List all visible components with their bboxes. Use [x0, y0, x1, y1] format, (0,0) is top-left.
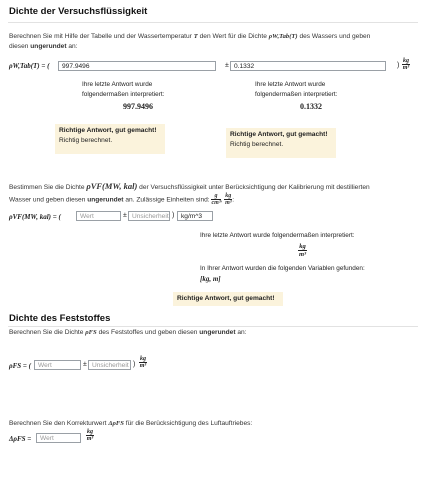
s4-intro-text2: für die Berücksichtigung des Luftauftriebes:	[125, 420, 253, 427]
s1-close-paren: )	[397, 62, 400, 69]
s1-intro-text3: des Wassers und geben	[299, 33, 371, 40]
s3-intro-text: Berechnen Sie die Dichte	[9, 329, 84, 336]
s1-intro-text5: an:	[68, 43, 78, 50]
s4-intro-text: Berechnen Sie den Korrekturwert	[9, 420, 107, 427]
s2-density-symbol: ρVF(MW, kal)	[86, 181, 138, 191]
interp-label: Ihre letzte Antwort wurde folgendermaßen interpretiert:	[200, 232, 355, 239]
interp-value: 997.9496	[123, 102, 153, 111]
unit-numerator: g	[211, 193, 220, 200]
s2-equation-label: ρVF(MW, kal) = (	[9, 213, 61, 221]
unit-numerator: kg	[299, 243, 306, 250]
unit-denominator: cm³	[211, 200, 221, 206]
s2-feedback	[173, 292, 283, 306]
s2-unit-input[interactable]: kg/m^3	[177, 211, 213, 221]
section-title-fluid-density: Dichte der Versuchsflüssigkeit	[9, 6, 148, 17]
s3-equation-label: ρFS = (	[9, 362, 31, 370]
s2-unit-option-2	[224, 193, 232, 206]
s1-plusminus: ±	[225, 62, 229, 69]
s4-unit	[86, 429, 94, 442]
divider	[8, 22, 418, 23]
interp-label: Ihre letzte Antwort wurde folgendermaßen interpretiert:	[255, 81, 338, 98]
unit-numerator: kg	[87, 429, 93, 435]
s1-intro-text: Berechnen Sie mit Hilfe der Tabelle und der Wassertemperatur	[9, 33, 192, 40]
s1-unit	[402, 58, 410, 71]
unit-numerator: kg	[403, 58, 409, 64]
s3-plusminus: ±	[83, 361, 87, 368]
s2-close-paren: )	[172, 212, 175, 219]
interp-unit	[298, 243, 307, 258]
unit-denominator: m³	[86, 436, 94, 442]
feedback-title: Richtige Antwort, gut gemacht!	[59, 127, 157, 134]
s1-value-input[interactable]: 997.9496	[58, 61, 216, 71]
s4-intro	[9, 419, 419, 429]
s3-value-input[interactable]: Wert	[34, 360, 81, 370]
section-title-solid-density: Dichte des Feststoffes	[9, 313, 111, 324]
s1-feedback-value	[55, 124, 165, 154]
s1-density-symbol: ρW,Tab(T)	[268, 33, 298, 40]
s3-intro-emph: ungerundet	[199, 329, 236, 336]
s1-uncertainty-input[interactable]: 0.1332	[230, 61, 386, 71]
feedback-text: Richtig berechnet.	[230, 141, 284, 148]
s3-intro-text2: des Feststoffes und geben diesen	[98, 329, 198, 336]
interp-value: 0.1332	[300, 102, 322, 111]
s2-value-input[interactable]: Wert	[76, 211, 121, 221]
s3-unit	[139, 356, 147, 369]
feedback-title: Richtige Antwort, gut gemacht!	[230, 131, 328, 138]
feedback-title: Richtige Antwort, gut gemacht!	[177, 295, 275, 302]
s1-interp-unc-box	[255, 80, 367, 112]
divider	[8, 326, 418, 327]
vars-label: In Ihrer Antwort wurden die folgenden Variablen gefunden:	[200, 265, 365, 272]
s1-intro-emph: ungerundet	[30, 43, 67, 50]
unit-numerator: kg	[225, 193, 232, 199]
unit-denominator: m³	[139, 363, 147, 369]
s4-value-input[interactable]: Wert	[36, 433, 81, 443]
feedback-text: Richtig berechnet.	[59, 137, 113, 144]
s1-feedback-uncertainty	[226, 128, 336, 158]
s2-intro: Bestimmen Sie die Dichte ρVF(MW, kal) der Versuchsflüssigkeit unter Berücksichtigung der Kalibrierung mit destillierten Wasser und geben diesen ungerundet an. Zulässige Einheiten sind: $\frac{g}{\text{cm³}}$ , $\frac{kg}{\text{m³}}$ :	[9, 181, 370, 206]
s2-unit-option-1	[211, 193, 220, 206]
s1-temp-symbol: T	[193, 33, 198, 40]
interp-label: Ihre letzte Antwort wurde folgendermaßen interpretiert:	[82, 81, 165, 98]
s2-intro-text: Bestimmen Sie die Dichte	[9, 184, 85, 191]
s1-intro-text2: den Wert für die Dichte	[199, 33, 267, 40]
s2-intro-text2: der Versuchsflüssigkeit unter Berücksichtigung der Kalibrierung mit destillierten	[139, 184, 370, 191]
unit-denominator: m³	[225, 200, 232, 206]
s3-intro-text3: an:	[237, 329, 247, 336]
s3-close-paren: )	[133, 361, 136, 368]
unit-numerator: kg	[140, 356, 146, 362]
s3-density-symbol: ρFS	[85, 329, 97, 336]
s1-intro	[9, 32, 419, 52]
s2-intro-text4: an. Zulässige Einheiten sind:	[125, 196, 210, 204]
s4-equation-label: ΔρFS =	[9, 435, 32, 443]
vars-value: [kg, m]	[200, 275, 221, 283]
s1-intro-text4: diesen	[9, 43, 29, 50]
s1-interp-value-box	[82, 80, 194, 112]
s2-plusminus: ±	[123, 212, 127, 219]
s2-intro-text3: Wasser und geben diesen	[9, 196, 86, 204]
unit-denominator: m³	[298, 251, 307, 258]
s2-uncertainty-input[interactable]: Unsicherheit	[128, 211, 170, 221]
s3-intro	[9, 328, 419, 338]
s1-equation-label: ρW,Tab(T) = (	[9, 62, 50, 70]
s2-interp-unit-box	[200, 231, 405, 284]
s4-correction-symbol: ΔρFS	[108, 420, 124, 427]
unit-denominator: m³	[402, 65, 410, 71]
s3-uncertainty-input[interactable]: Unsicherheit	[88, 360, 131, 370]
s2-intro-emph: ungerundet	[87, 196, 124, 204]
